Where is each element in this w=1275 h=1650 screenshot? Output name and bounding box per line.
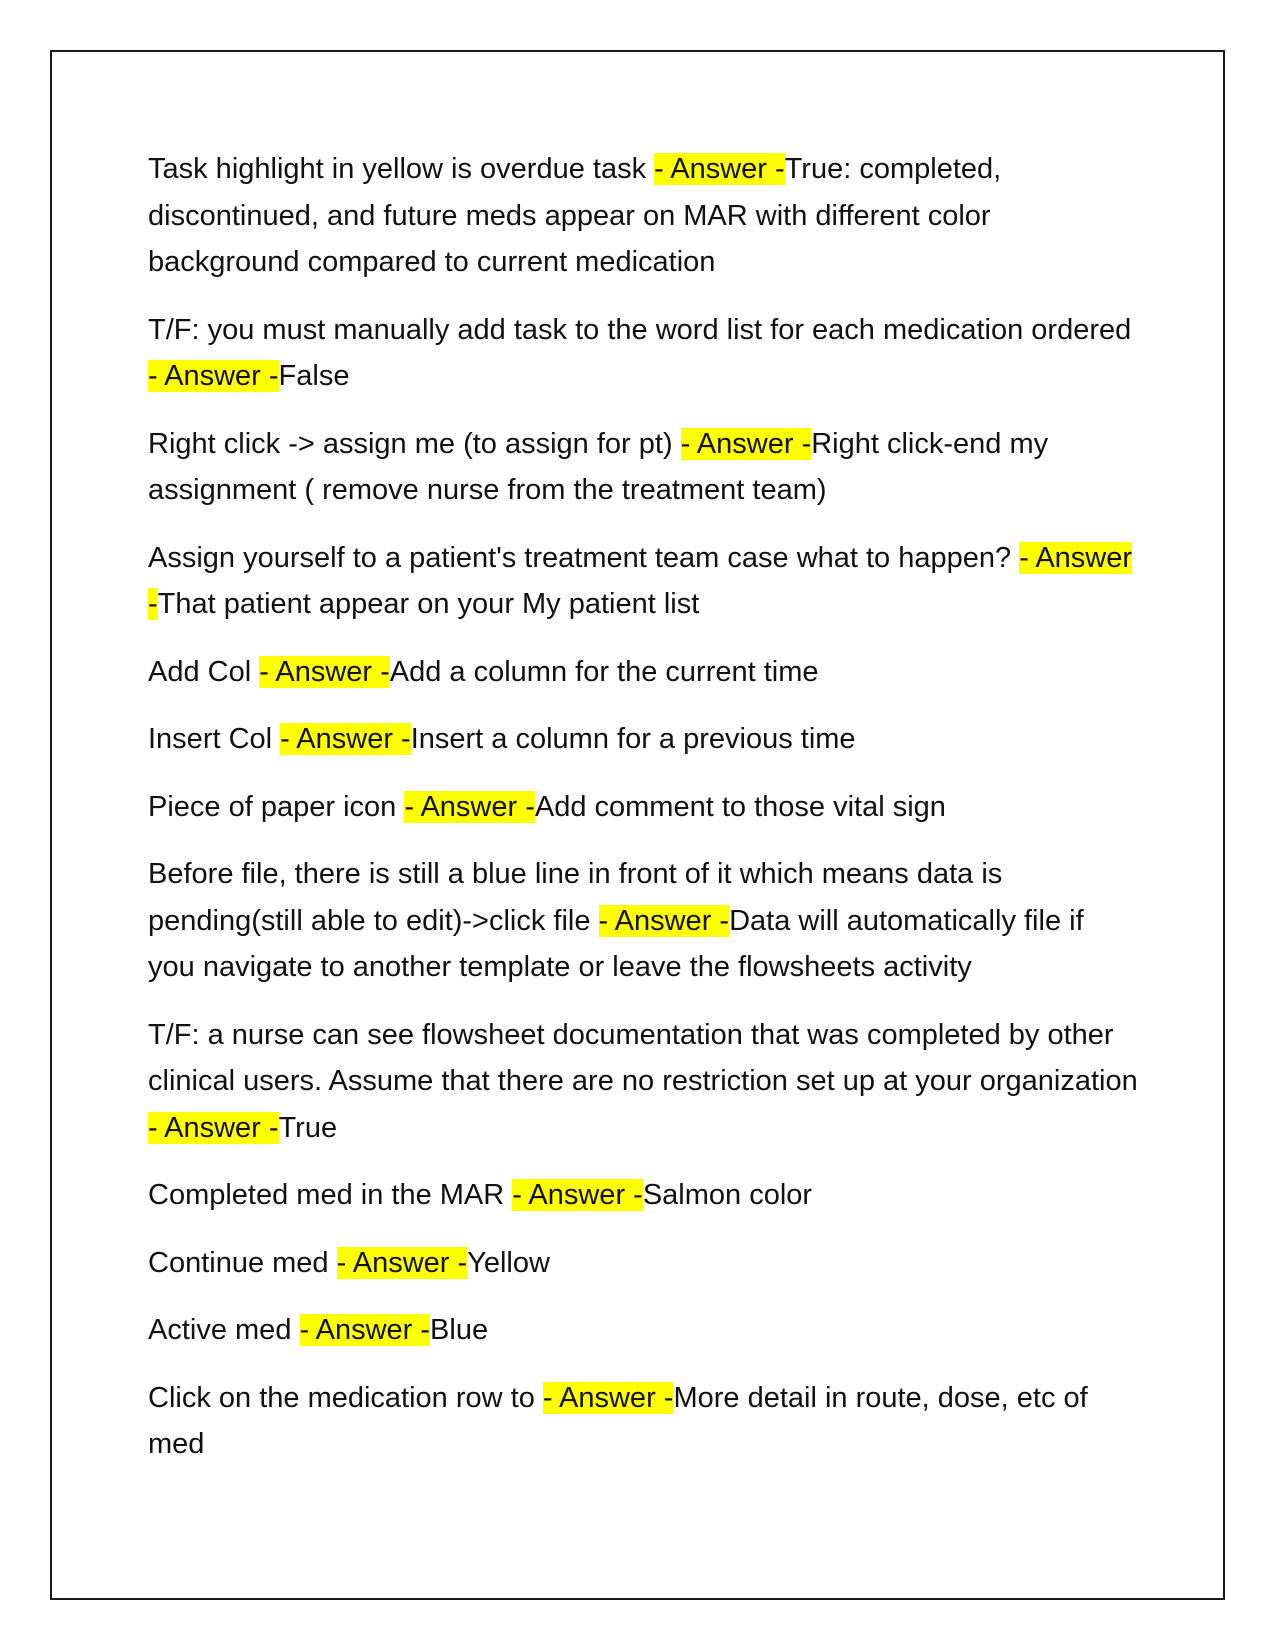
answer-text: Right click-end my assignment ( remove nurse from the treatment team) [148,427,1049,506]
qa-item [148,146,1138,286]
question-text: T/F: a nurse can see flowsheet documentation that was completed by other clinical users. Assume that there are no restriction set up at your organization [148,1018,1138,1097]
answer-text: Add a column for the current time [389,655,819,688]
answer-text: Yellow [467,1246,550,1279]
answer-text: Add comment to those vital sign [534,790,946,823]
question-text: Completed med in the MAR [148,1179,513,1211]
qa-item [148,716,1138,763]
answer-marker: - Answer - [280,723,411,755]
answer-marker: - Answer - [654,153,785,185]
question-text: Click on the medication row to [148,1381,543,1414]
document-body [148,146,1138,1489]
answer-marker: - Answer - [148,541,1133,620]
question-text: Piece of paper icon [148,790,405,823]
qa-item [148,1172,1138,1219]
answer-text: False [278,360,350,392]
answer-marker: - Answer - [542,1381,674,1414]
qa-item [148,421,1138,514]
answer-marker: - Answer - [680,427,812,460]
question-text: Add Col [148,655,260,688]
answer-text: True [278,1111,338,1144]
question-text: Task highlight in yellow is overdue task [148,153,655,185]
answer-marker: - Answer - [598,904,730,937]
qa-item [148,649,1138,696]
question-text: Before file, there is still a blue line in front of it which means data is pending(still able to edit)->click file [148,858,1003,937]
qa-item [148,1307,1138,1354]
question-text: Active med [148,1314,300,1346]
answer-text: More detail in route, dose, etc of med [148,1381,1088,1460]
question-text: Insert Col [148,723,281,755]
answer-marker: - Answer - [148,360,279,392]
answer-marker: - Answer - [148,1111,279,1144]
qa-item [148,1375,1138,1468]
qa-item [148,784,1138,831]
question-text: T/F: you must manually add task to the word list for each medication ordered [148,313,1132,346]
answer-marker: - Answer - [299,1314,431,1346]
answer-text: Salmon color [642,1179,813,1211]
answer-text: True: completed, discontinued, and future meds appear on MAR with different color background compared to current medication [148,153,1002,278]
answer-marker: - Answer - [404,790,535,823]
qa-item [148,307,1138,400]
qa-item [148,1240,1138,1287]
answer-text: Blue [430,1314,489,1346]
answer-text: Insert a column for a previous time [410,723,856,755]
answer-marker: - Answer - [259,655,390,688]
qa-item [148,1012,1138,1152]
answer-marker: - Answer - [512,1179,643,1211]
question-text: Right click -> assign me (to assign for pt) [148,427,681,460]
answer-text: Data will automatically file if you navigate to another template or leave the flowsheets activity [148,904,1084,983]
answer-marker: - Answer - [336,1246,468,1279]
question-text: Continue med [148,1246,337,1279]
qa-item [148,535,1138,628]
question-text: Assign yourself to a patient's treatment team case what to happen? [148,541,1020,574]
qa-item [148,851,1138,991]
answer-text: That patient appear on your My patient list [157,588,700,620]
